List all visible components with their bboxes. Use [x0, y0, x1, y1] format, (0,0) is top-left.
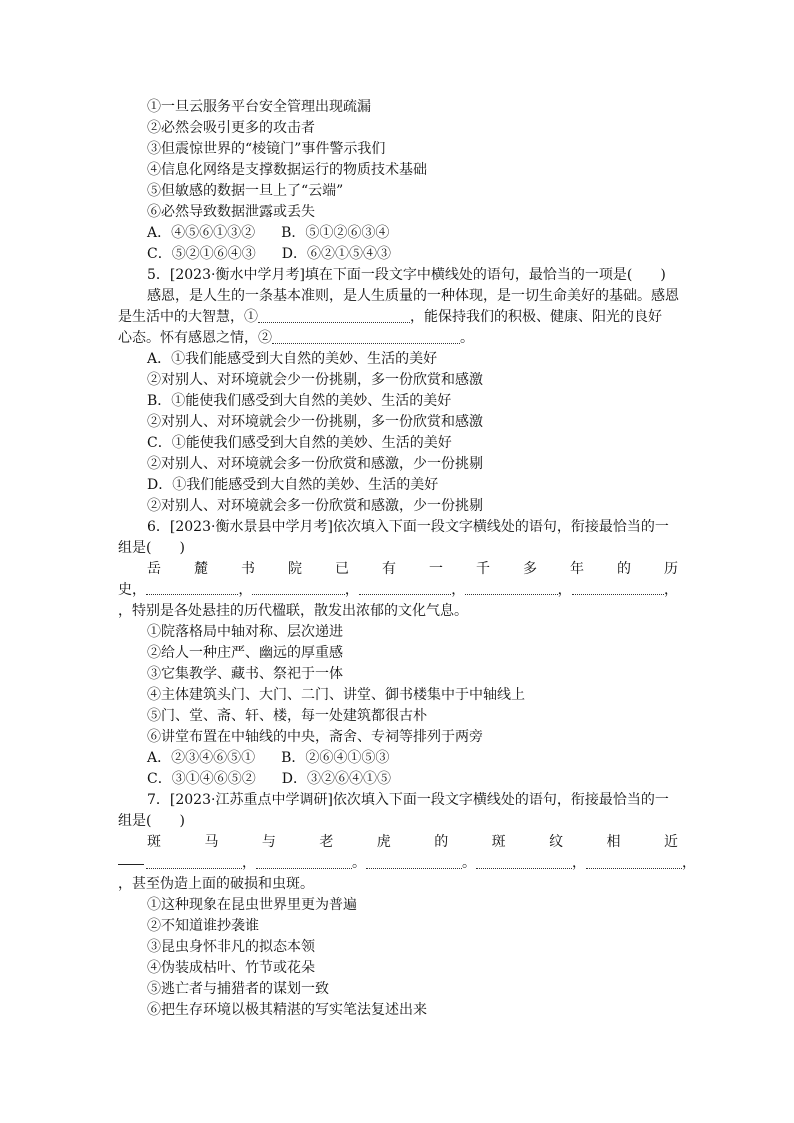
q4-item-6: ⑥必然导致数据泄露或丢失 — [147, 204, 315, 220]
q6-blank-5[interactable] — [572, 580, 664, 595]
q6-passage-text: ，特别是各处悬挂的历代楹联，散发出浓郁的文化气息。 — [118, 603, 468, 619]
q6-char: 麓 — [194, 561, 208, 577]
q7-char: 近 — [663, 834, 678, 850]
q7-char: 虎 — [376, 834, 391, 850]
q5-option-b-part2: ②对别人、对环境就会少一份挑剔，多一份欣赏和感激 — [147, 414, 483, 430]
q6-blank-3[interactable] — [359, 580, 451, 595]
q6-passage-line2 — [118, 580, 678, 601]
q6-item-6: ⑥讲堂布置在中轴线的中央，斋舍、专祠等排列于两旁 — [147, 729, 483, 745]
q5-passage-line1: 感恩，是人生的一条基本准则，是人生质量的一种体现，是一切生命美好的基础。感恩 — [147, 288, 679, 304]
q6-char: 多 — [523, 561, 537, 577]
q6-options-row1 — [147, 748, 678, 769]
q6-blank-2[interactable] — [252, 580, 344, 595]
q7-item-4: ④伪装成枯叶、竹节或花朵 — [147, 960, 315, 976]
q7-passage-line3: ，甚至伪造上面的破损和虫斑。 — [118, 876, 314, 892]
q6-blank-4[interactable] — [465, 580, 557, 595]
q6-option-c[interactable]: C．③①④⑥⑤② — [147, 771, 256, 787]
q5-passage-text: 。 — [460, 330, 474, 346]
q6-option-d[interactable]: D．③②⑥④①⑤ — [281, 771, 391, 787]
q6-comma: ， — [664, 582, 679, 598]
q5-option-a[interactable]: A．①我们能感受到大自然的美妙、生活的美好 — [147, 351, 438, 367]
q7-item-3: ③昆虫身怀非凡的拟态本领 — [147, 939, 315, 955]
q5-passage-text: 心态。怀有感恩之情，② — [118, 330, 272, 346]
q7-char: 的 — [434, 834, 449, 850]
q7-passage-line2 — [118, 853, 696, 874]
q7-blank-3[interactable] — [366, 854, 462, 869]
q6-comma: ， — [238, 582, 253, 598]
q6-comma: ， — [557, 582, 572, 598]
q6-item-2: ②给人一种庄严、幽远的厚重感 — [147, 645, 343, 661]
q6-option-b[interactable]: B．②⑥④①⑤③ — [281, 750, 390, 766]
q6-char: 有 — [382, 561, 396, 577]
q5-stem: 5．[2023·衡水中学月考]填在下面一段文字中横线处的语句，最恰当的一项是( ) — [147, 267, 666, 283]
q7-char: 老 — [319, 834, 334, 850]
q6-stem-line1: 6．[2023·衡水景县中学月考]依次填入下面一段文字横线处的语句，衔接最恰当的一 — [147, 519, 669, 535]
q5-passage-line3 — [118, 328, 678, 349]
q5-blank-2[interactable] — [272, 329, 460, 344]
q7-period: 。 — [352, 855, 366, 871]
q6-stem-line2: 组是( ) — [118, 540, 185, 556]
q6-char: 已 — [335, 561, 349, 577]
q7-char: 相 — [606, 834, 621, 850]
q6-passage-line1 — [147, 559, 678, 580]
q4-item-2: ②必然会吸引更多的攻击者 — [147, 120, 315, 136]
q4-item-3: ③但震惊世界的“棱镜门”事件警示我们 — [147, 141, 386, 157]
q6-passage-line3 — [118, 601, 678, 622]
q5-option-c-part2: ②对别人、对环境就会多一份欣赏和感激，少一份挑剔 — [147, 456, 483, 472]
q5-blank-1[interactable] — [258, 308, 410, 323]
q7-blank-1[interactable] — [146, 854, 242, 869]
q6-comma: ， — [344, 582, 359, 598]
q5-option-c[interactable]: C．①能使我们感受到大自然的美妙、生活的美好 — [147, 435, 452, 451]
q7-item-5: ⑤逃亡者与捕猎者的谋划一致 — [147, 981, 329, 997]
q6-comma: ， — [451, 582, 466, 598]
q7-stem-line1: 7．[2023·江苏重点中学调研]依次填入下面一段文字横线处的语句，衔接最恰当的一 — [147, 792, 669, 808]
q6-char: 历 — [664, 561, 678, 577]
q6-item-4: ④主体建筑头门、大门、二门、讲堂、御书楼集中于中轴线上 — [147, 687, 525, 703]
q6-char: 千 — [476, 561, 490, 577]
q4-item-5: ⑤但敏感的数据一旦上了“云端” — [147, 183, 344, 199]
q6-item-5: ⑤门、堂、斋、轩、楼，每一处建筑都很古朴 — [147, 708, 427, 724]
q5-option-d-part2: ②对别人、对环境就会多一份欣赏和感激，少一份挑剔 — [147, 498, 483, 514]
q5-option-d[interactable]: D．①我们能感受到大自然的美妙、生活的美好 — [147, 477, 439, 493]
q5-passage-text: 是生活中的大智慧，① — [118, 309, 258, 325]
q7-comma: ， — [572, 855, 586, 871]
q4-option-b[interactable]: B．⑤①②⑥③④ — [281, 225, 390, 241]
q7-char: 斑 — [147, 834, 161, 850]
q7-item-2: ②不知道谁抄袭谁 — [147, 918, 259, 934]
q6-blank-1[interactable] — [146, 580, 238, 595]
q7-blank-4[interactable] — [476, 854, 572, 869]
q7-char: 与 — [261, 834, 276, 850]
q6-item-3: ③它集教学、藏书、祭祀于一体 — [147, 666, 343, 682]
q5-passage-line2 — [118, 307, 678, 328]
q4-item-4: ④信息化网络是支撑数据运行的物质技术基础 — [147, 162, 427, 178]
q7-char: 马 — [204, 834, 219, 850]
q6-char: 年 — [570, 561, 584, 577]
q6-char: 书 — [241, 561, 255, 577]
q7-char: 斑 — [491, 834, 506, 850]
q5-option-a-part2: ②对别人、对环境就会少一份挑剔，多一份欣赏和感激 — [147, 372, 483, 388]
q6-passage-text: 史， — [118, 582, 146, 598]
q4-option-a[interactable]: A．④⑤⑥①③② — [147, 225, 256, 241]
q7-comma: ， — [682, 855, 696, 871]
q6-item-1: ①院落格局中轴对称、层次递进 — [147, 624, 343, 640]
q7-char: 纹 — [549, 834, 564, 850]
q6-char: 一 — [429, 561, 443, 577]
em-dash — [118, 854, 144, 865]
q5-passage-text: ，能保持我们的积极、健康、阳光的良好 — [410, 309, 662, 325]
q4-item-1: ①一旦云服务平台安全管理出现疏漏 — [147, 99, 371, 115]
q6-char: 岳 — [147, 561, 161, 577]
q5-option-b[interactable]: B．①能使我们感受到大自然的美妙、生活的美好 — [147, 393, 452, 409]
q7-item-6: ⑥把生存环境以极其精湛的写实笔法复述出来 — [147, 1002, 427, 1018]
q6-option-a[interactable]: A．②③④⑥⑤① — [147, 750, 256, 766]
q7-stem-line2: 组是( ) — [118, 813, 185, 829]
q7-item-1: ①这种现象在昆虫世界里更为普遍 — [147, 897, 357, 913]
q7-passage-line1 — [147, 832, 678, 853]
q4-option-d[interactable]: D．⑥②①⑤④③ — [281, 246, 391, 262]
q4-option-c[interactable]: C．⑤②①⑥④③ — [147, 246, 256, 262]
q7-blank-2[interactable] — [256, 854, 352, 869]
q7-blank-5[interactable] — [586, 854, 682, 869]
q6-char: 院 — [288, 561, 302, 577]
q4-options-row2 — [147, 244, 678, 265]
q6-options-row2 — [147, 769, 678, 790]
q7-period: 。 — [462, 855, 476, 871]
q4-options-row1 — [147, 223, 678, 244]
q7-comma: ， — [242, 855, 256, 871]
q6-char: 的 — [617, 561, 631, 577]
